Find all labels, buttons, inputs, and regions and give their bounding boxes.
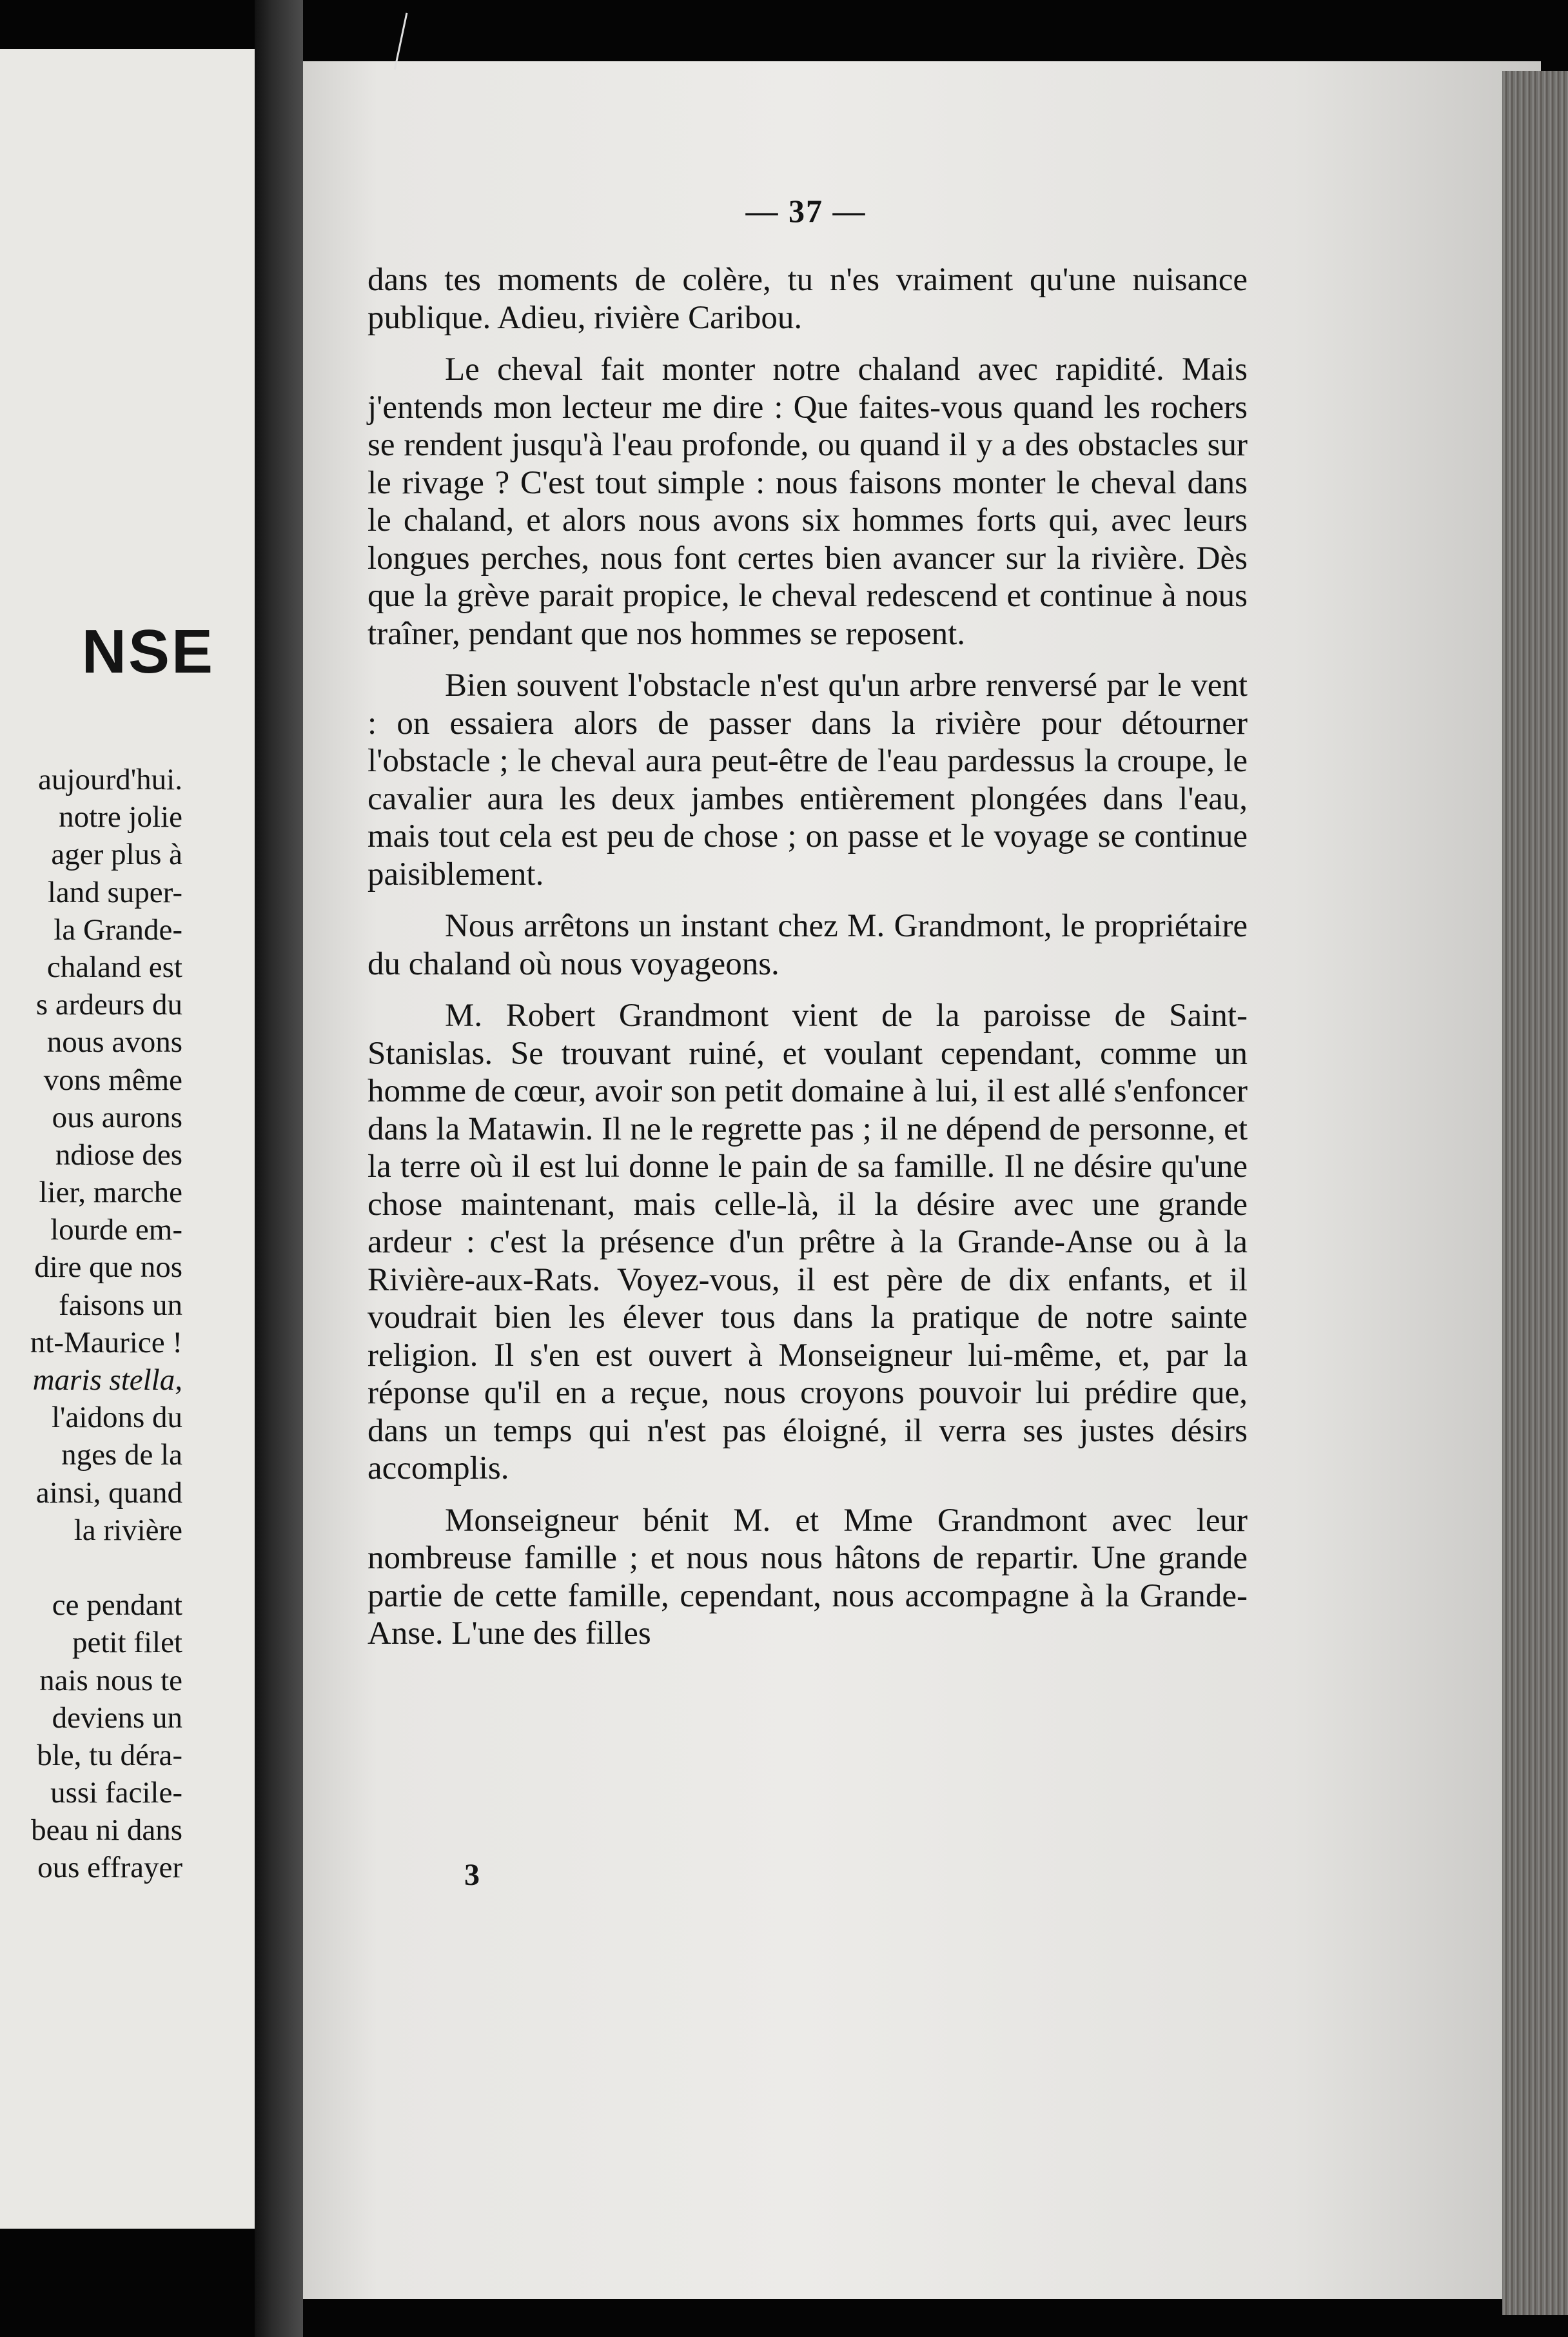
left-page-line: ous aurons — [52, 1100, 182, 1134]
left-page-line: ndiose des — [55, 1138, 182, 1172]
left-page-line: la Grande- — [54, 912, 182, 947]
left-page-line: nais nous te — [39, 1663, 182, 1697]
paragraph: Bien souvent l'obstacle n'est qu'un arbre renversé par le vent : on essaiera alors de passer dans la rivière pour détourner l'obstacle ; le cheval aura peut-être de l'eau pardessus la croupe, le cavalier aura les deux jambes entièrement plongées dans l'eau, mais tout cela est peu de chose ; on passe et le voyage se continue paisiblement. — [368, 667, 1248, 892]
left-page-line: nt-Maurice ! — [30, 1325, 182, 1359]
left-page-line: lourde em- — [50, 1213, 182, 1247]
left-page-line: nous avons — [46, 1025, 182, 1060]
paragraph: Nous arrêtons un instant chez M. Grandmont, le propriétaire du chaland où nous voyageons. — [368, 908, 1248, 982]
paragraph: dans tes moments de colère, tu n'es vraiment qu'une nuisance publique. Adieu, rivière Caribou. — [368, 262, 1248, 336]
left-page-line: s ardeurs du — [35, 988, 182, 1022]
signature-mark: 3 — [464, 1858, 480, 1892]
paragraph: Monseigneur bénit M. et Mme Grandmont avec leur nombreuse famille ; et nous nous hâtons de repartir. Une grande partie de cette famille, cependant, nous accompagne à la Grande-Anse. L'une des filles — [368, 1502, 1248, 1652]
left-page-line: ble, tu déra- — [37, 1738, 182, 1772]
paragraph: Le cheval fait monter notre chaland avec rapidité. Mais j'entends mon lecteur me dire : Que faites-vous quand les rochers se rendent jusqu'à l'eau profonde, ou quand il y a des obstacles sur le rivage ? C'est tout simple : nous faisons monter le cheval dans le chaland, et alors nous avons six hommes forts qui, avec leurs longues perches, nous font certes bien avancer sur la rivière. Dès que la grève parait propice, le cheval redescend et continue à nous traîner, pendant que nos hommes se reposent. — [368, 351, 1248, 652]
left-page-line: dire que nos — [34, 1250, 182, 1285]
left-page-line: ce pendant — [52, 1588, 182, 1622]
left-page-line: deviens un — [52, 1701, 182, 1735]
left-page-line: beau ni dans — [31, 1813, 182, 1848]
left-page-line: petit filet — [72, 1626, 182, 1660]
left-page-line — [0, 1549, 182, 1586]
left-page-line: nges de la — [61, 1438, 182, 1472]
left-page-line: ussi facile- — [50, 1776, 182, 1810]
left-page-line: lier, marche — [39, 1176, 182, 1210]
left-page-text — [0, 761, 182, 1887]
body-text — [368, 261, 1248, 1667]
left-page-line: notre jolie — [59, 800, 182, 834]
paragraph: M. Robert Grandmont vient de la paroisse de Saint-Stanislas. Se trouvant ruiné, et voulant cependant, comme un homme de cœur, avoir son petit domaine à lui, il est allé s'enfoncer dans la Matawin. Il ne le regrette pas ; il ne dépend de personne, et la terre où il est lui donne le pain de sa famille. Il ne désire qu'une chose maintenant, mais celle-là, il la désire avec une grande ardeur : c'est la présence d'un prêtre à la Grande-Anse ou à la Rivière-aux-Rats. Voyez-vous, il est père de dix enfants, et il voudrait bien les élever tous dans la pratique de notre sainte religion. Il s'en est ouvert à Monseigneur lui-même, et, par la réponse qu'il en a reçue, nous croyons pouvoir lui prédire que, dans un temps qui n'est pas éloigné, il verra ses justes désirs accomplis. — [368, 998, 1248, 1486]
left-page-line: maris stella, — [32, 1363, 182, 1397]
left-page-line: ager plus à — [51, 838, 182, 872]
left-page-line: la rivière — [74, 1513, 182, 1547]
left-page-line: ainsi, quand — [35, 1475, 182, 1510]
left-page-line: land super- — [47, 875, 182, 909]
left-page-line: chaland est — [46, 950, 182, 984]
left-page-line: vons même — [43, 1063, 182, 1097]
left-page-line: aujourd'hui. — [38, 763, 182, 796]
page-edge — [1502, 71, 1568, 2315]
page-number: — 37 — — [745, 193, 867, 229]
gutter-shadow — [255, 0, 303, 2337]
left-page — [0, 49, 255, 2229]
left-heading-text: NSE — [81, 617, 215, 686]
left-page-line: l'aidons du — [52, 1401, 182, 1435]
left-page-line: faisons un — [59, 1288, 182, 1322]
left-page-line: ous effrayer — [37, 1851, 182, 1885]
